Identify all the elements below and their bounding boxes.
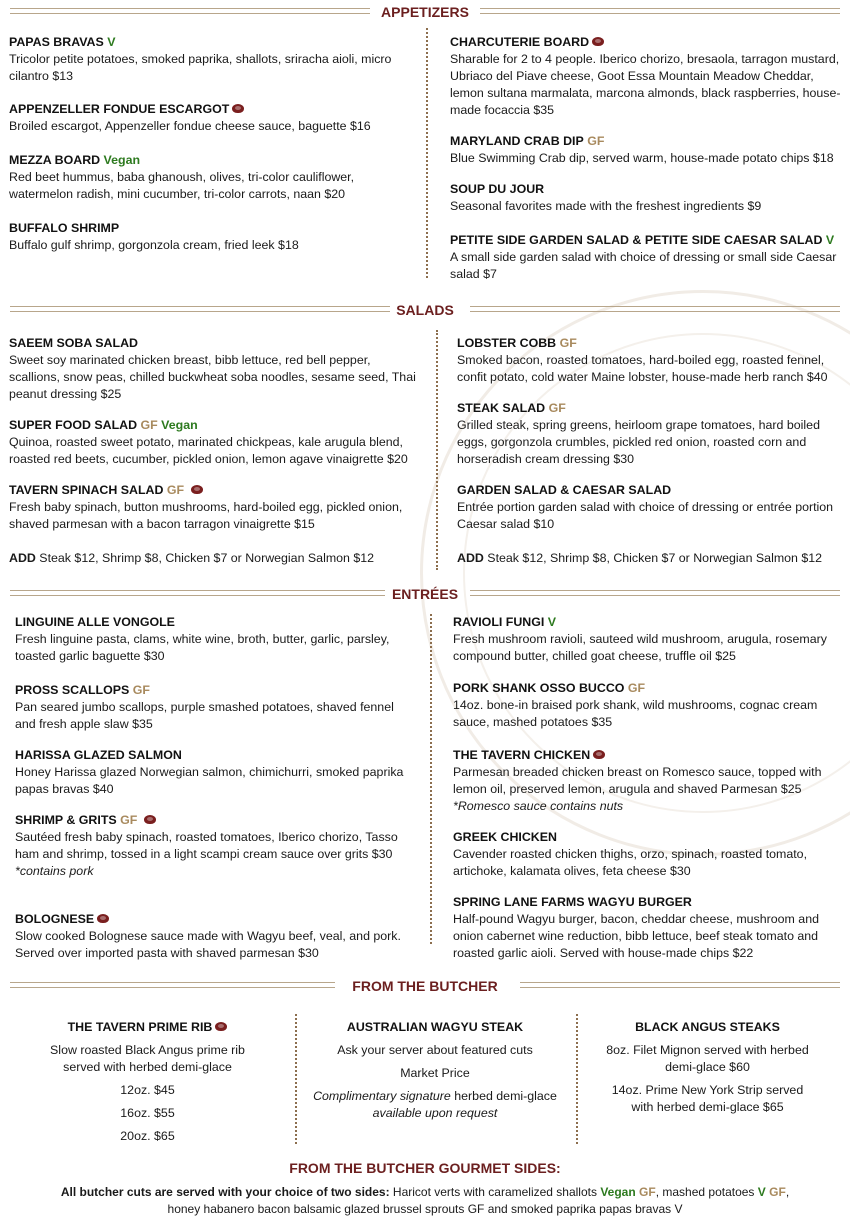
menu-item-spinach-salad: TAVERN SPINACH SALAD GF Fresh baby spinach, button mushrooms, hard-boiled egg, pickled onion, shaved parmesan with a bacon tarragon vinaigrette $15 — [9, 483, 403, 531]
column-divider — [295, 1014, 297, 1144]
column-divider — [426, 28, 428, 278]
entrees-header — [0, 584, 850, 604]
menu-item-soba-salad: SAEEM SOBA SALAD Sweet soy marinated chicken breast, bibb lettuce, red bell pepper, scallions, snow peas, chilled buckwheat soba noodles, sesame seed, Thai peanut dressing $25 — [9, 336, 416, 401]
menu-item-shrimp-grits: SHRIMP & GRITS GF Sautéed fresh baby spinach, roasted tomatoes, Iberico chorizo, Tasso ham and shrimp, tossed in a light scampi cream sauce over grits $30 *contains pork — [15, 813, 398, 878]
menu-item-mezza-board: MEZZA BOARD Vegan Red beet hummus, baba ghanoush, olives, tri-color cauliflower, watermelon radish, mini cucumber, tri-color carrots, naan $20 — [9, 153, 355, 201]
pork-icon — [593, 750, 605, 759]
column-divider — [576, 1014, 578, 1144]
menu-item-greek-chicken: GREEK CHICKEN Cavender roasted chicken thighs, orzo, spinach, roasted tomato, artichoke, kalamata olives, feta cheese $30 — [453, 830, 808, 878]
appetizers-title: APPETIZERS — [381, 4, 469, 20]
salads-title: SALADS — [396, 302, 454, 318]
pork-icon — [592, 37, 604, 46]
pork-icon — [144, 815, 156, 824]
menu-item-garden-caesar: GARDEN SALAD & CAESAR SALAD Entrée portion garden salad with choice of dressing or entrée portion Caesar salad $10 — [457, 483, 834, 531]
menu-item-steak-salad: STEAK SALAD GF Grilled steak, spring greens, heirloom grape tomatoes, hard boiled eggs, gorgonzola crumbles, pickled red onion, roasted corn and horseradish cream dressing $30 — [457, 401, 820, 466]
menu-item-tavern-chicken: THE TAVERN CHICKEN Parmesan breaded chicken breast on Romesco sauce, topped with lemon oil, preserved lemon, arugula and shaved Parmesan $25 *Romesco sauce contains nuts — [453, 748, 822, 813]
menu-item-soup: SOUP DU JOUR Seasonal favorites made with the freshest ingredients $9 — [450, 182, 762, 213]
butcher-wagyu: AUSTRALIAN WAGYU STEAK Ask your server about featured cuts Market Price Complimentary signature herbed demi-glace available upon request — [313, 1020, 557, 1120]
pork-icon — [191, 485, 203, 494]
gourmet-sides-line-2: honey habanero bacon balsamic glazed brussel sprouts GF and smoked paprika papas bravas V — [167, 1202, 683, 1216]
pork-icon — [97, 914, 109, 923]
menu-item-escargot: APPENZELLER FONDUE ESCARGOT Broiled escargot, Appenzeller fondue cheese sauce, baguette $16 — [9, 102, 371, 133]
menu-item-crab-dip: MARYLAND CRAB DIP GF Blue Swimming Crab dip, served warm, house-made potato chips $18 — [450, 134, 834, 165]
menu-item-salmon: HARISSA GLAZED SALMON Honey Harissa glazed Norwegian salmon, chimichurri, smoked paprika papas bravas $40 — [15, 748, 404, 796]
gourmet-sides-line: All butcher cuts are served with your choice of two sides: Haricot verts with caramelized shallots Vegan GF, mashed potatoes V GF, — [60, 1185, 790, 1199]
menu-item-scallops: PROSS SCALLOPS GF Pan seared jumbo scallops, purple smashed potatoes, shaved fennel and fresh apple slaw $35 — [15, 683, 394, 731]
entrees-title: ENTRÉES — [391, 586, 459, 602]
menu-item-papas-bravas: PAPAS BRAVAS V Tricolor petite potatoes, smoked paprika, shallots, sriracha aioli, micro cilantro $13 — [9, 35, 392, 83]
column-divider — [430, 614, 432, 944]
menu-item-petite-salads: PETITE SIDE GARDEN SALAD & PETITE SIDE CAESAR SALAD V A small side garden salad with choice of dressing or small side Caesar salad $7 — [450, 233, 837, 281]
menu-item-charcuterie: CHARCUTERIE BOARD Sharable for 2 to 4 people. Iberico chorizo, bresaola, tarragon mustard, Ubriaco del Piave cheese, Goot Essa Mountain Meadow Cheddar, lemon sultana marmalata, marcona almonds, black raspberries, house-made focaccia $35 — [450, 35, 841, 117]
menu-item-bolognese: BOLOGNESE Slow cooked Bolognese sauce made with Wagyu beef, veal, and pork. Served over imported pasta with shaved parmesan $30 — [15, 912, 401, 960]
menu-item-lobster-cobb: LOBSTER COBB GF Smoked bacon, roasted tomatoes, hard-boiled egg, roasted fennel, confit potato, cold water Maine lobster, house-made herb ranch $40 — [457, 336, 828, 384]
column-divider — [436, 330, 438, 570]
gourmet-sides-title: FROM THE BUTCHER GOURMET SIDES: — [289, 1160, 561, 1176]
menu-item-super-food-salad: SUPER FOOD SALAD GF Vegan Quinoa, roasted sweet potato, marinated chickpeas, kale arugula blend, roasted red beets, cucumber, pickled onion, lemon agave vinaigrette $20 — [9, 418, 408, 466]
pork-icon — [215, 1022, 227, 1031]
menu-item-osso-bucco: PORK SHANK OSSO BUCCO GF 14oz. bone-in braised pork shank, wild mushrooms, cognac cream sauce, mashed potatoes $35 — [453, 681, 818, 729]
menu-item-ravioli: RAVIOLI FUNGI V Fresh mushroom ravioli, sauteed wild mushroom, arugula, rosemary compound butter, chilled goat cheese, truffle oil $25 — [453, 615, 827, 663]
salad-add-ons: ADD Steak $12, Shrimp $8, Chicken $7 or Norwegian Salmon $12 — [457, 551, 823, 565]
salad-add-ons: ADD Steak $12, Shrimp $8, Chicken $7 or Norwegian Salmon $12 — [9, 551, 375, 565]
butcher-prime-rib: THE TAVERN PRIME RIB Slow roasted Black Angus prime rib served with herbed demi-glace 12oz. $45 16oz. $55 20oz. $65 — [50, 1020, 245, 1143]
butcher-title: FROM THE BUTCHER — [352, 978, 498, 994]
appetizers-header — [0, 2, 850, 22]
butcher-header — [0, 976, 850, 996]
menu-item-linguine: LINGUINE ALLE VONGOLE Fresh linguine pasta, clams, white wine, broth, butter, garlic, parsley, toasted garlic baguette $30 — [15, 615, 390, 663]
menu-item-buffalo-shrimp: BUFFALO SHRIMP Buffalo gulf shrimp, gorgonzola cream, fried leek $18 — [9, 221, 299, 252]
menu-item-wagyu-burger: SPRING LANE FARMS WAGYU BURGER Half-pound Wagyu burger, bacon, cheddar cheese, mushroom and onion cabernet wine reduction, bibb lettuce, beef steak tomato and roasted garlic aioli. Served with house-made chips $22 — [453, 895, 819, 960]
pork-icon — [232, 104, 244, 113]
butcher-angus: BLACK ANGUS STEAKS 8oz. Filet Mignon served with herbed demi-glace $60 14oz. Prime New York Strip served with herbed demi-glace $65 — [606, 1020, 809, 1114]
salads-header — [0, 300, 850, 320]
